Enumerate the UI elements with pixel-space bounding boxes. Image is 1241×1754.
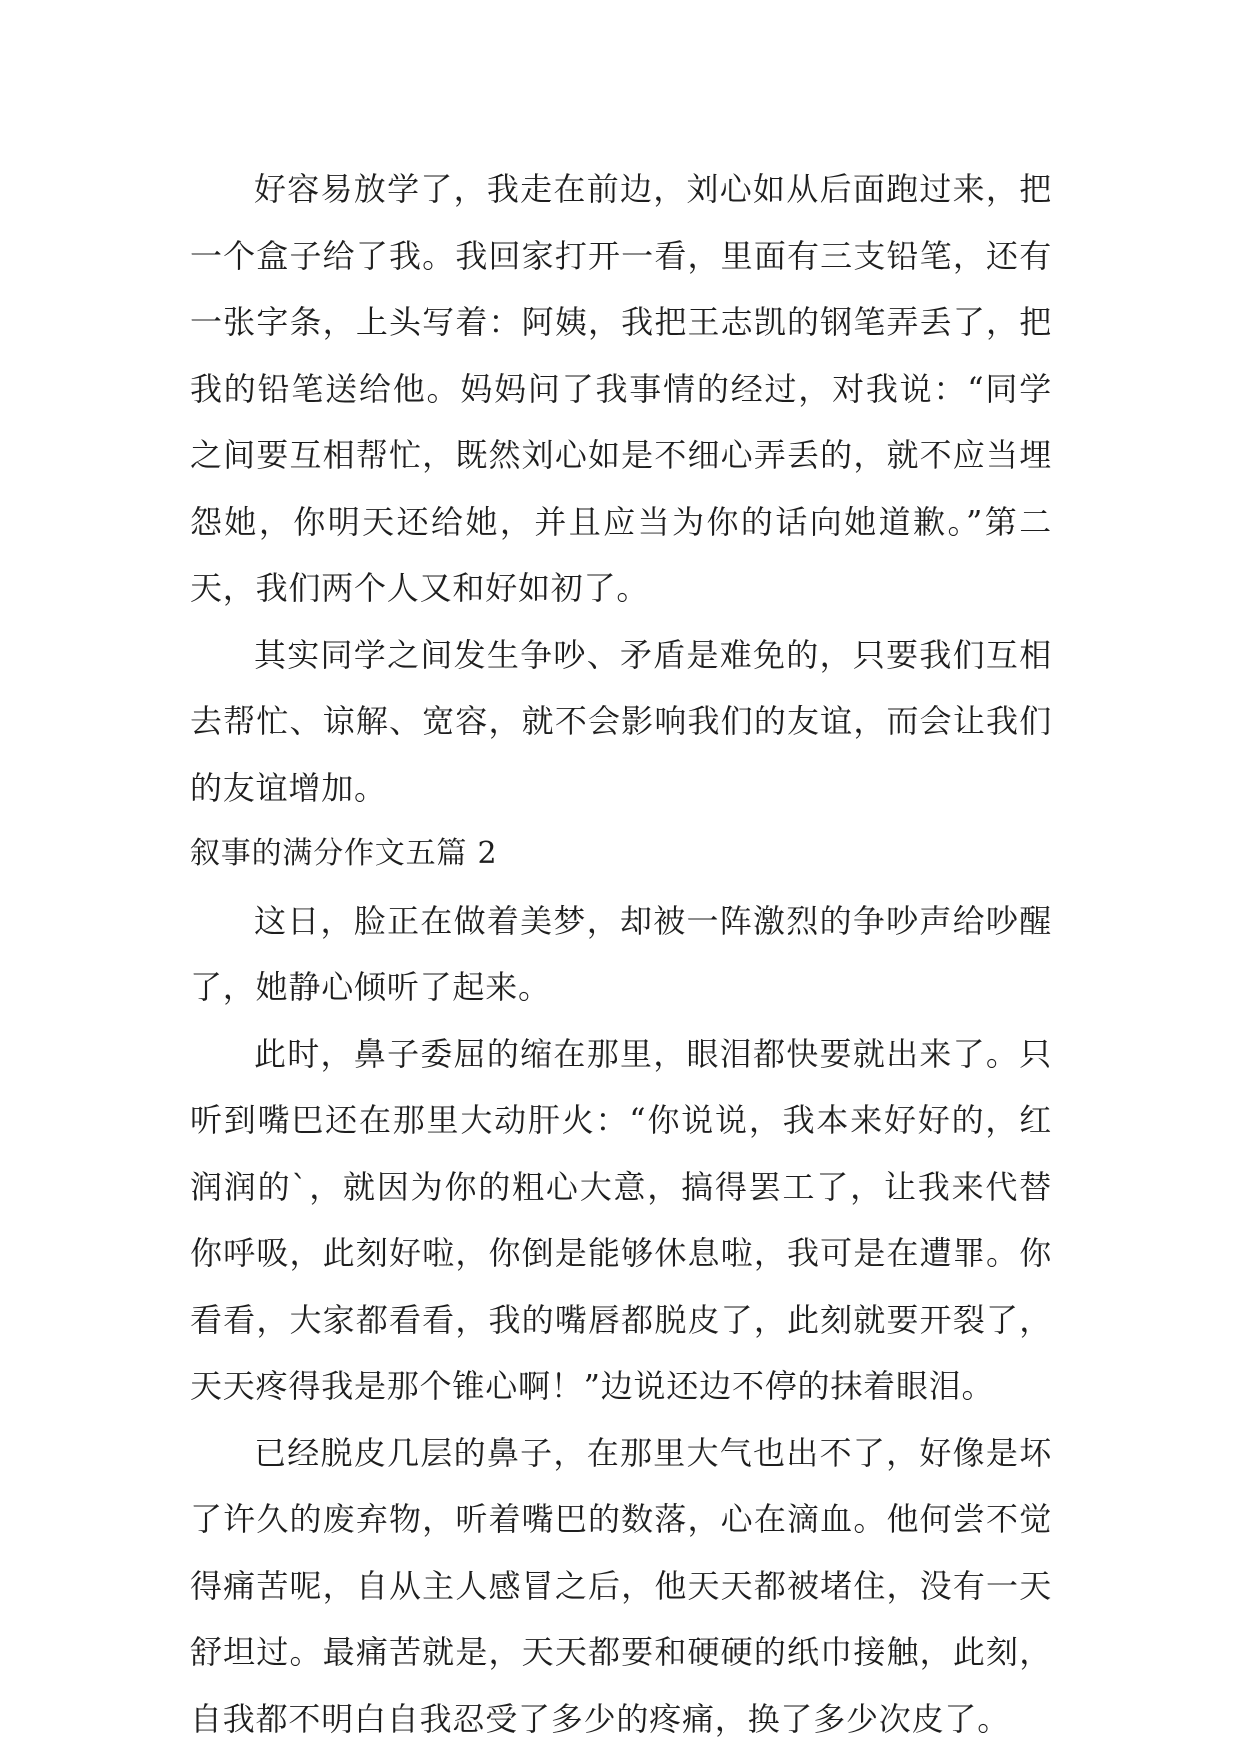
paragraph: 好容易放学了，我走在前边，刘心如从后面跑过来，把一个盒子给了我。我回家打开一看，里面有三支铅笔，还有一张字条，上头写着：阿姨，我把王志凯的钢笔弄丢了，把我的铅笔送给他。妈妈问了我事情的经过，对我说：“同学之间要互相帮忙，既然刘心如是不细心弄丢的，就不应当埋怨她，你明天还给她，并且应当为你的话向她道歉。”第二天，我们两个人又和好如初了。 [190,170,1052,607]
paragraph: 其实同学之间发生争吵、矛盾是难免的，只要我们互相去帮忙、谅解、宽容，就不会影响我们的友谊，而会让我们的友谊增加。 [190,635,1052,807]
paragraph: 这日，脸正在做着美梦，却被一阵激烈的争吵声给吵醒了，她静心倾听了起来。 [190,901,1052,1006]
paragraph: 已经脱皮几层的鼻子，在那里大气也出不了，好像是坏了许久的废弃物，听着嘴巴的数落，心在滴血。他何尝不觉得痛苦呢，自从主人感冒之后，他天天都被堵住，没有一天舒坦过。最痛苦就是，天天都要和硬硬的纸巾接触，此刻，自我都不明白自我忍受了多少的疼痛，换了多少次皮了。 [190,1433,1052,1738]
paragraph: 此时，鼻子委屈的缩在那里，眼泪都快要就出来了。只听到嘴巴还在那里大动肝火：“你说说，我本来好好的，红润润的`，就因为你的粗心大意，搞得罢工了，让我来代替你呼吸，此刻好啦，你倒是能够休息啦，我可是在遭罪。你看看，大家都看看，我的嘴唇都脱皮了，此刻就要开裂了，天天疼得我是那个锥心啊！”边说还边不停的抹着眼泪。 [190,1034,1052,1405]
document-page [190,156,1052,1752]
section-title: 叙事的满分作文五篇 2 [190,836,498,871]
